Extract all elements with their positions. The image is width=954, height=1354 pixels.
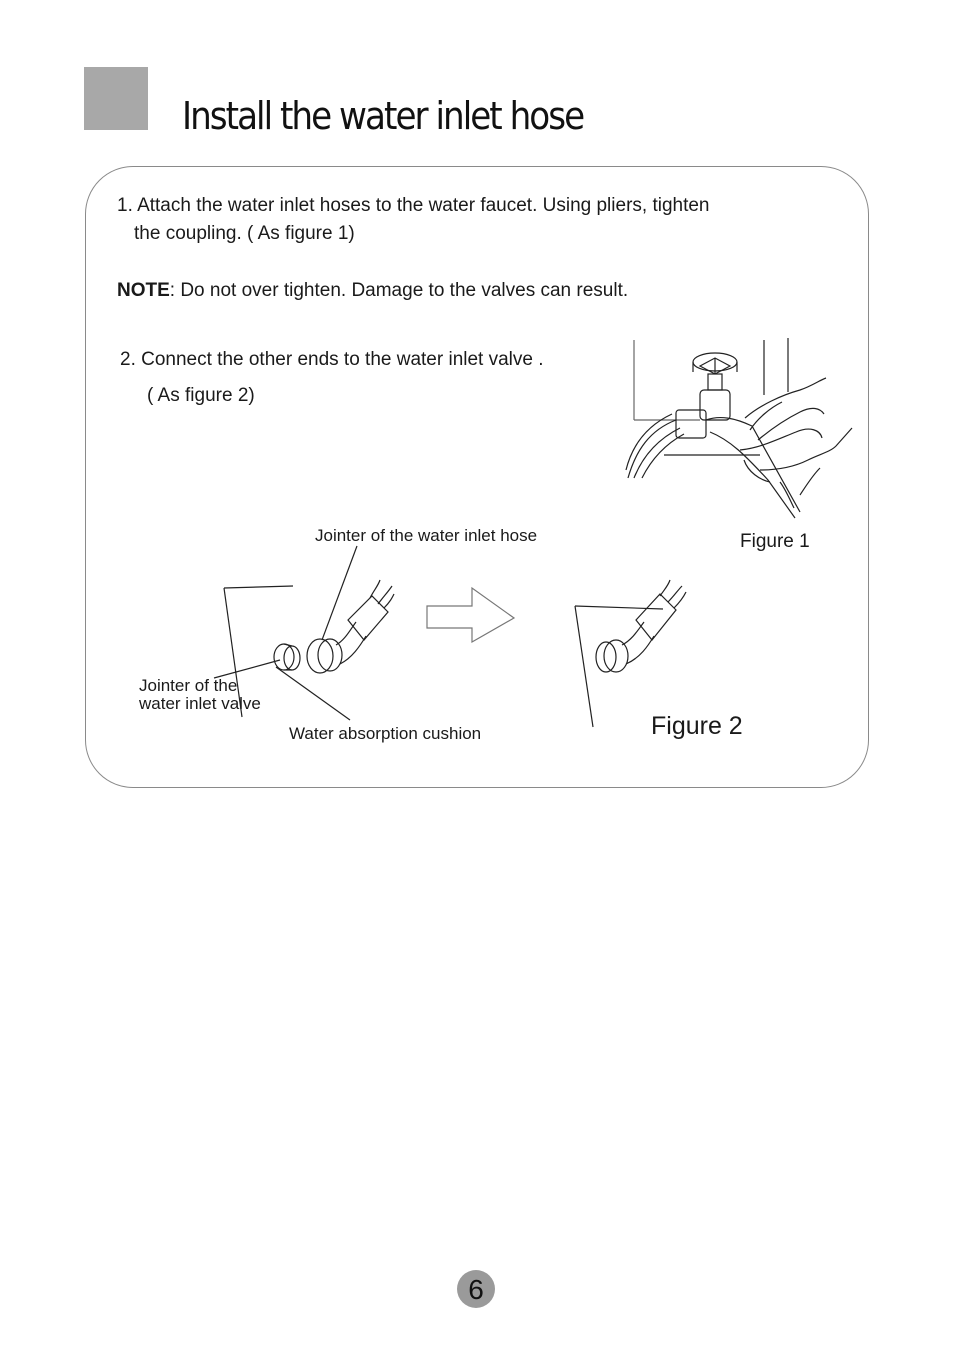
step-2-line-2: ( As figure 2) [147, 385, 255, 406]
figure-2-right-illustration [575, 580, 686, 727]
page-number: 6 [457, 1270, 495, 1308]
label-hose-jointer: Jointer of the water inlet hose [315, 526, 538, 545]
figure-1-caption: Figure 1 [740, 531, 810, 552]
note-text: : Do not over tighten. Damage to the valves can result. [169, 280, 629, 301]
figure-1-illustration [626, 338, 852, 518]
arrow-right-icon [427, 588, 514, 642]
step-1-line-2: the coupling. ( As figure 1) [134, 223, 355, 244]
page-title: Install the water inlet hose [182, 94, 584, 138]
step-1-line-1: 1. Attach the water inlet hoses to the water faucet. Using pliers, tighten [117, 195, 710, 216]
label-valve-jointer-2: water inlet valve [139, 694, 261, 713]
label-cushion: Water absorption cushion [289, 724, 482, 743]
step-2-line-1: 2. Connect the other ends to the water inlet valve . [120, 349, 544, 370]
label-valve-jointer-1: Jointer of the [139, 676, 238, 695]
figure-2-caption: Figure 2 [651, 712, 743, 740]
note-label: NOTE [117, 280, 170, 301]
